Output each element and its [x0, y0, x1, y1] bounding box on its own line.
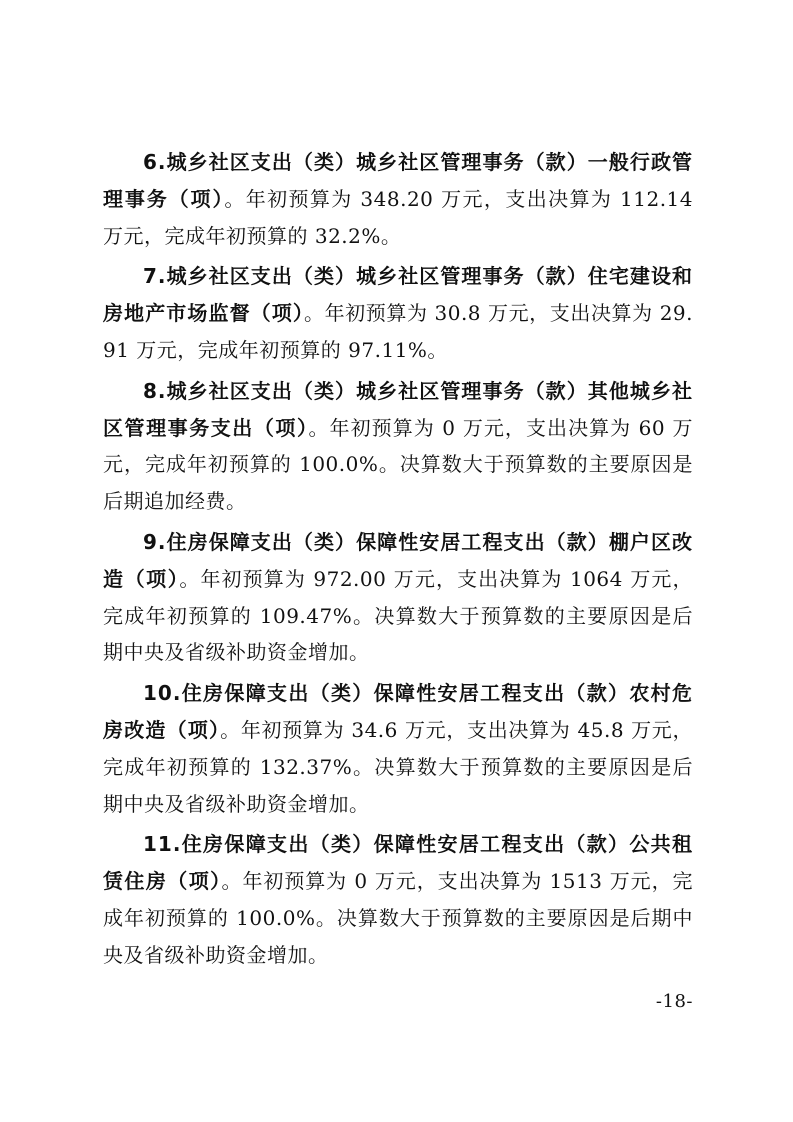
paragraph-item-6	[103, 144, 693, 254]
item-heading: 8.城乡社区支出（类）城乡社区管理事务（款）其他城乡社区管理事务支出（项）	[103, 378, 693, 440]
paragraph-item-7	[103, 258, 693, 368]
item-heading: 10.住房保障支出（类）保障性安居工程支出（款）农村危房改造（项）	[103, 681, 693, 742]
page-number: -18-	[655, 991, 693, 1012]
page-content	[103, 144, 693, 978]
paragraph-item-9	[103, 524, 693, 671]
paragraph-item-11	[103, 826, 693, 973]
item-heading: 11.住房保障支出（类）保障性安居工程支出（款）公共租赁住房（项）	[103, 832, 693, 894]
paragraph-item-10	[103, 675, 693, 822]
item-heading: 9.住房保障支出（类）保障性安居工程支出（款）棚户区改造（项）	[103, 529, 693, 591]
item-body: 。年初预算为 0 万元，支出决算为 1513 万元，完成年初预算的 100.0%。决算数大于预算数的主要原因是后期中央及省级补助资金增加。	[103, 869, 693, 967]
item-heading: 7.城乡社区支出（类）城乡社区管理事务（款）住宅建设和房地产市场监督（项）	[103, 264, 693, 326]
item-body: 。年初预算为 0 万元，支出决算为 60 万元，完成年初预算的 100.0%。决算数大于预算数的主要原因是后期追加经费。	[103, 415, 693, 514]
item-body: 。年初预算为 348.20 万元，支出决算为 112.14 万元，完成年初预算的 32.2%。	[103, 186, 693, 248]
item-body: 。年初预算为 972.00 万元，支出决算为 1064 万元，完成年初预算的 109.47%。决算数大于预算数的主要原因是后期中央及省级补助资金增加。	[103, 566, 694, 665]
paragraph-item-8	[103, 373, 693, 520]
item-body: 。年初预算为 30.8 万元，支出决算为 29.91 万元，完成年初预算的 97.11%。	[103, 301, 694, 362]
item-body: 。年初预算为 34.6 万元，支出决算为 45.8 万元，完成年初预算的 132.37%。决算数大于预算数的主要原因是后期中央及省级补助资金增加。	[103, 717, 693, 816]
item-heading: 6.城乡社区支出（类）城乡社区管理事务（款）一般行政管理事务（项）	[103, 150, 693, 211]
